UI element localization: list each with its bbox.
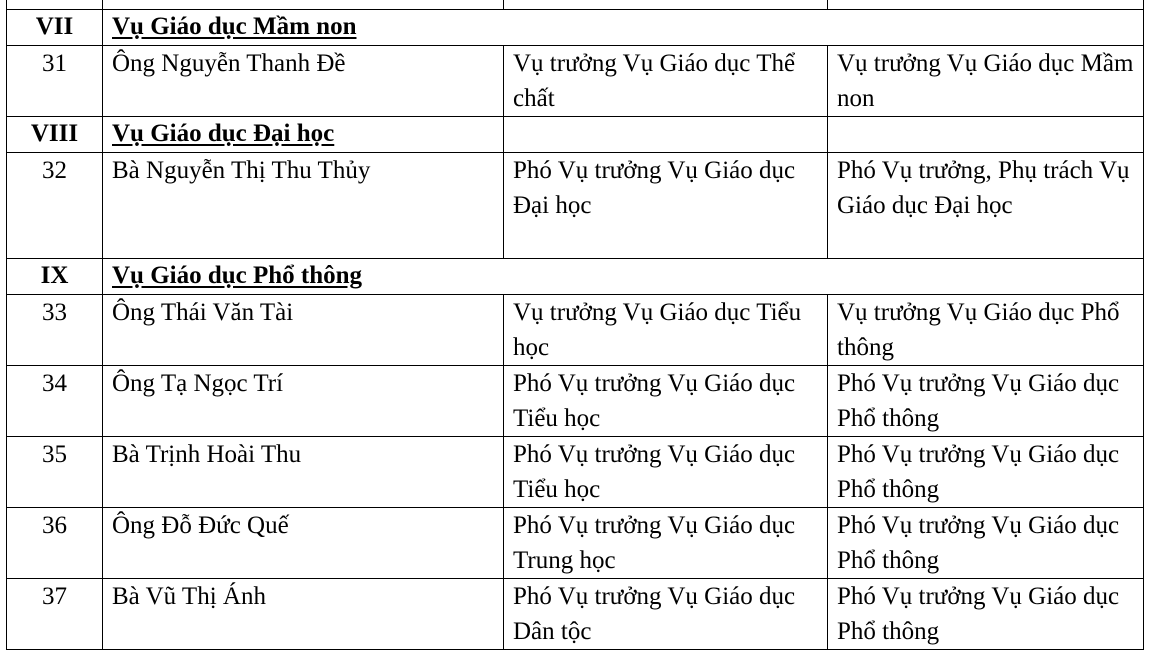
table-cell [504, 117, 828, 153]
new-position: Phó Vụ trưởng Vụ Giáo dục Phổ thông [828, 366, 1144, 437]
table-cell [828, 0, 1144, 10]
old-position: Vụ trưởng Vụ Giáo dục Tiểu học [504, 295, 828, 366]
table-cell [103, 0, 504, 10]
section-title: Vụ Giáo dục Mầm non [103, 10, 1144, 46]
new-position: Phó Vụ trưởng Vụ Giáo dục Phổ thông [828, 579, 1144, 650]
old-position: Phó Vụ trưởng Vụ Giáo dục Đại học [504, 153, 828, 259]
table-row [7, 295, 1144, 366]
new-position: Phó Vụ trưởng Vụ Giáo dục Phổ thông [828, 437, 1144, 508]
table-row-cut-off [7, 0, 1144, 10]
section-number: VII [7, 10, 103, 46]
section-number: VIII [7, 117, 103, 153]
table-cell [504, 0, 828, 10]
new-position: Vụ trưởng Vụ Giáo dục Phổ thông [828, 295, 1144, 366]
section-title: Vụ Giáo dục Đại học [103, 117, 504, 153]
section-title: Vụ Giáo dục Phổ thông [103, 259, 1144, 295]
person-name: Ông Thái Văn Tài [103, 295, 504, 366]
old-position: Vụ trưởng Vụ Giáo dục Thể chất [504, 46, 828, 117]
row-number: 35 [7, 437, 103, 508]
table-cell [828, 117, 1144, 153]
row-number: 32 [7, 153, 103, 259]
old-position: Phó Vụ trưởng Vụ Giáo dục Dân tộc [504, 579, 828, 650]
table-row [7, 508, 1144, 579]
person-name: Ông Tạ Ngọc Trí [103, 366, 504, 437]
person-name: Bà Trịnh Hoài Thu [103, 437, 504, 508]
section-row-ix [7, 259, 1144, 295]
table-row [7, 153, 1144, 259]
section-row-viii [7, 117, 1144, 153]
table-row [7, 366, 1144, 437]
old-position: Phó Vụ trưởng Vụ Giáo dục Tiểu học [504, 366, 828, 437]
new-position: Phó Vụ trưởng, Phụ trách Vụ Giáo dục Đại học [828, 153, 1144, 259]
new-position: Phó Vụ trưởng Vụ Giáo dục Phổ thông [828, 508, 1144, 579]
personnel-table [6, 0, 1144, 650]
table-row [7, 437, 1144, 508]
old-position: Phó Vụ trưởng Vụ Giáo dục Tiểu học [504, 437, 828, 508]
person-name: Ông Đỗ Đức Quế [103, 508, 504, 579]
new-position: Vụ trưởng Vụ Giáo dục Mầm non [828, 46, 1144, 117]
section-number: IX [7, 259, 103, 295]
row-number: 37 [7, 579, 103, 650]
person-name: Ông Nguyễn Thanh Đề [103, 46, 504, 117]
table-row [7, 46, 1144, 117]
row-number: 36 [7, 508, 103, 579]
section-row-vii [7, 10, 1144, 46]
person-name: Bà Nguyễn Thị Thu Thủy [103, 153, 504, 259]
table-row [7, 579, 1144, 650]
row-number: 31 [7, 46, 103, 117]
old-position: Phó Vụ trưởng Vụ Giáo dục Trung học [504, 508, 828, 579]
row-number: 34 [7, 366, 103, 437]
row-number: 33 [7, 295, 103, 366]
table-cell [7, 0, 103, 10]
person-name: Bà Vũ Thị Ánh [103, 579, 504, 650]
